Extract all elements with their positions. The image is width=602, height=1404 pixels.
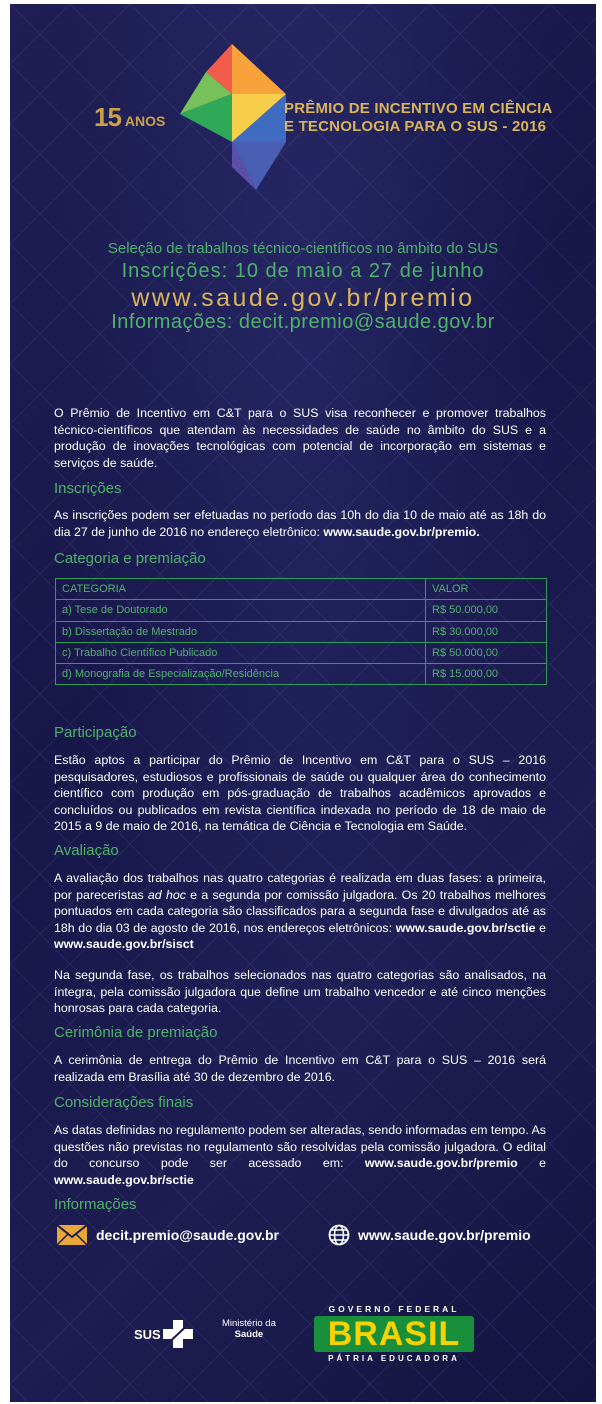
site-text[interactable]: www.saude.gov.br/premio (358, 1227, 531, 1243)
sus-text: SUS (134, 1326, 161, 1342)
category-table (55, 578, 547, 685)
inscricoes-link[interactable]: www.saude.gov.br/premio. (323, 524, 480, 539)
header-categoria: CATEGORIA (56, 579, 426, 600)
title-line-1: PRÊMIO DE INCENTIVO EM CIÊNCIA (284, 100, 553, 117)
sctie-link-2[interactable]: www.saude.gov.br/sctie (54, 1172, 194, 1187)
avaliacao-paragraph-1 (54, 870, 546, 953)
email-text[interactable]: decit.premio@saude.gov.br (96, 1227, 279, 1243)
poster (10, 4, 596, 1402)
category-name: a) Tese de Doutorado (56, 600, 426, 621)
table-row (56, 642, 547, 663)
ministerio-line-1: Ministério da (222, 1318, 276, 1329)
category-name: b) Dissertação de Mestrado (56, 621, 426, 642)
award-logo-icon (176, 42, 288, 192)
consideracoes-and: e (517, 1156, 546, 1170)
globe-icon (328, 1224, 350, 1246)
health-cross-icon (163, 1320, 193, 1348)
selection-dates: Inscrições: 10 de maio a 27 de junho (121, 260, 485, 282)
selection-info-email: Informações: decit.premio@saude.gov.br (111, 311, 495, 333)
categoria-heading: Categoria e premiação (54, 550, 206, 567)
selection-website-link[interactable]: www.saude.gov.br/premio (131, 284, 475, 312)
cerimonia-paragraph: A cerimônia de entrega do Prêmio de Incentivo em C&T para o SUS – 2016 será realizada em Brasília até 30 de dezembro de 2016. (54, 1053, 546, 1084)
gov-bottom-text: PÁTRIA EDUCADORA (328, 1354, 460, 1363)
sus-logo (134, 1320, 193, 1348)
avaliacao-and: e (535, 920, 546, 935)
table-header-row (56, 579, 547, 600)
selection-line-1: Seleção de trabalhos técnico-científicos no âmbito do SUS (107, 240, 499, 257)
sctie-link[interactable]: www.saude.gov.br/sctie (395, 920, 536, 935)
consideracoes-paragraph (54, 1122, 546, 1188)
premio-link[interactable]: www.saude.gov.br/premio (364, 1156, 518, 1170)
category-value: R$ 30.000,00 (426, 621, 547, 642)
category-name: c) Trabalho Científico Publicado (56, 642, 426, 663)
anniversary-text: ANOS (124, 113, 166, 129)
inscricoes-heading: Inscrições (54, 480, 122, 497)
avaliacao-heading: Avaliação (54, 842, 119, 859)
contact-row (54, 1224, 574, 1254)
page-title (284, 100, 553, 136)
ministerio-line-2: Saúde (234, 1329, 264, 1340)
cerimonia-heading: Cerimônia de premiação (54, 1024, 218, 1041)
intro-paragraph: O Prêmio de Incentivo em C&T para o SUS visa reconhecer e promover trabalhos técnico-científicos que atendam às necessidades de saúde no âmbito do SUS e a produção de inovações tecnológicas com potencial de incorporação em sistemas e serviços de saúde. (54, 406, 546, 470)
ministerio-logo (222, 1318, 276, 1340)
gov-brasil-text: BRASIL (314, 1316, 474, 1352)
category-name: d) Monografia de Especialização/Residência (56, 664, 426, 685)
avaliacao-text-b: e a segunda por comissão julgadora. Os 20 trabalhos melhores pontuados em cada categoria são classificados para a segunda fase e divulgados até as 18h do dia 03 de agosto de 2016, nos endereços eletrônicos: (54, 887, 546, 935)
anniversary-number: 15 (94, 102, 121, 132)
sisct-link[interactable]: www.saude.gov.br/sisct (54, 937, 194, 951)
background-pattern (10, 4, 596, 1402)
informacoes-heading: Informações (54, 1196, 137, 1213)
consideracoes-text: As datas definidas no regulamento podem ser alteradas, sendo informadas em tempo. As questões não previstas no regulamento são resolvidas pela comissão julgadora. O edital do concurso pode ser acessado em: (54, 1123, 546, 1170)
governo-federal-logo (314, 1304, 474, 1363)
category-value: R$ 50.000,00 (426, 600, 547, 621)
participacao-paragraph: Estão aptos a participar do Prêmio de Incentivo em C&T para o SUS – 2016 pesquisadores, estudiosos e profissionais de saúde ou qualquer área do conhecimento científico com produção em pós-graduação de trabalhos acadêmicos aprovados e concluídos ou publicados em revista científica indexada no período de 18 de maio de 2015 a 9 de maio de 2016, na temática de Ciência e Tecnologia em Saúde. (54, 753, 546, 833)
avaliacao-paragraph-2: Na segunda fase, os trabalhos selecionados nas quatro categorias são analisados, na íntegra, pela comissão julgadora que define um trabalho vencedor e até cinco menções honrosas para cada categoria. (54, 968, 546, 1015)
consideracoes-heading: Considerações finais (54, 1094, 194, 1111)
footer-logos (10, 1300, 596, 1370)
title-line-2: E TECNOLOGIA PARA O SUS - 2016 (284, 118, 547, 135)
table-row (56, 621, 547, 642)
gov-top-text: GOVERNO FEDERAL (328, 1304, 460, 1314)
category-value: R$ 50.000,00 (426, 642, 547, 663)
participacao-heading: Participação (54, 724, 137, 741)
inscricoes-paragraph (54, 507, 546, 540)
header-valor: VALOR (426, 579, 547, 600)
envelope-icon (56, 1224, 88, 1246)
table-row (56, 664, 547, 685)
category-value: R$ 15.000,00 (426, 664, 547, 685)
table-row (56, 600, 547, 621)
site-contact[interactable] (328, 1224, 531, 1246)
anniversary-badge (94, 102, 165, 133)
avaliacao-italic: ad hoc (147, 887, 186, 902)
email-contact[interactable] (56, 1224, 279, 1246)
avaliacao-text-a: A avaliação dos trabalhos nas quatro categorias é realizada em duas fases: a primeira, por pareceristas (54, 871, 546, 902)
inscricoes-text: As inscrições podem ser efetuadas no período das 10h do dia 10 de maio até as 18h do dia 27 de junho de 2016 no endereço eletrônico: (54, 508, 546, 539)
